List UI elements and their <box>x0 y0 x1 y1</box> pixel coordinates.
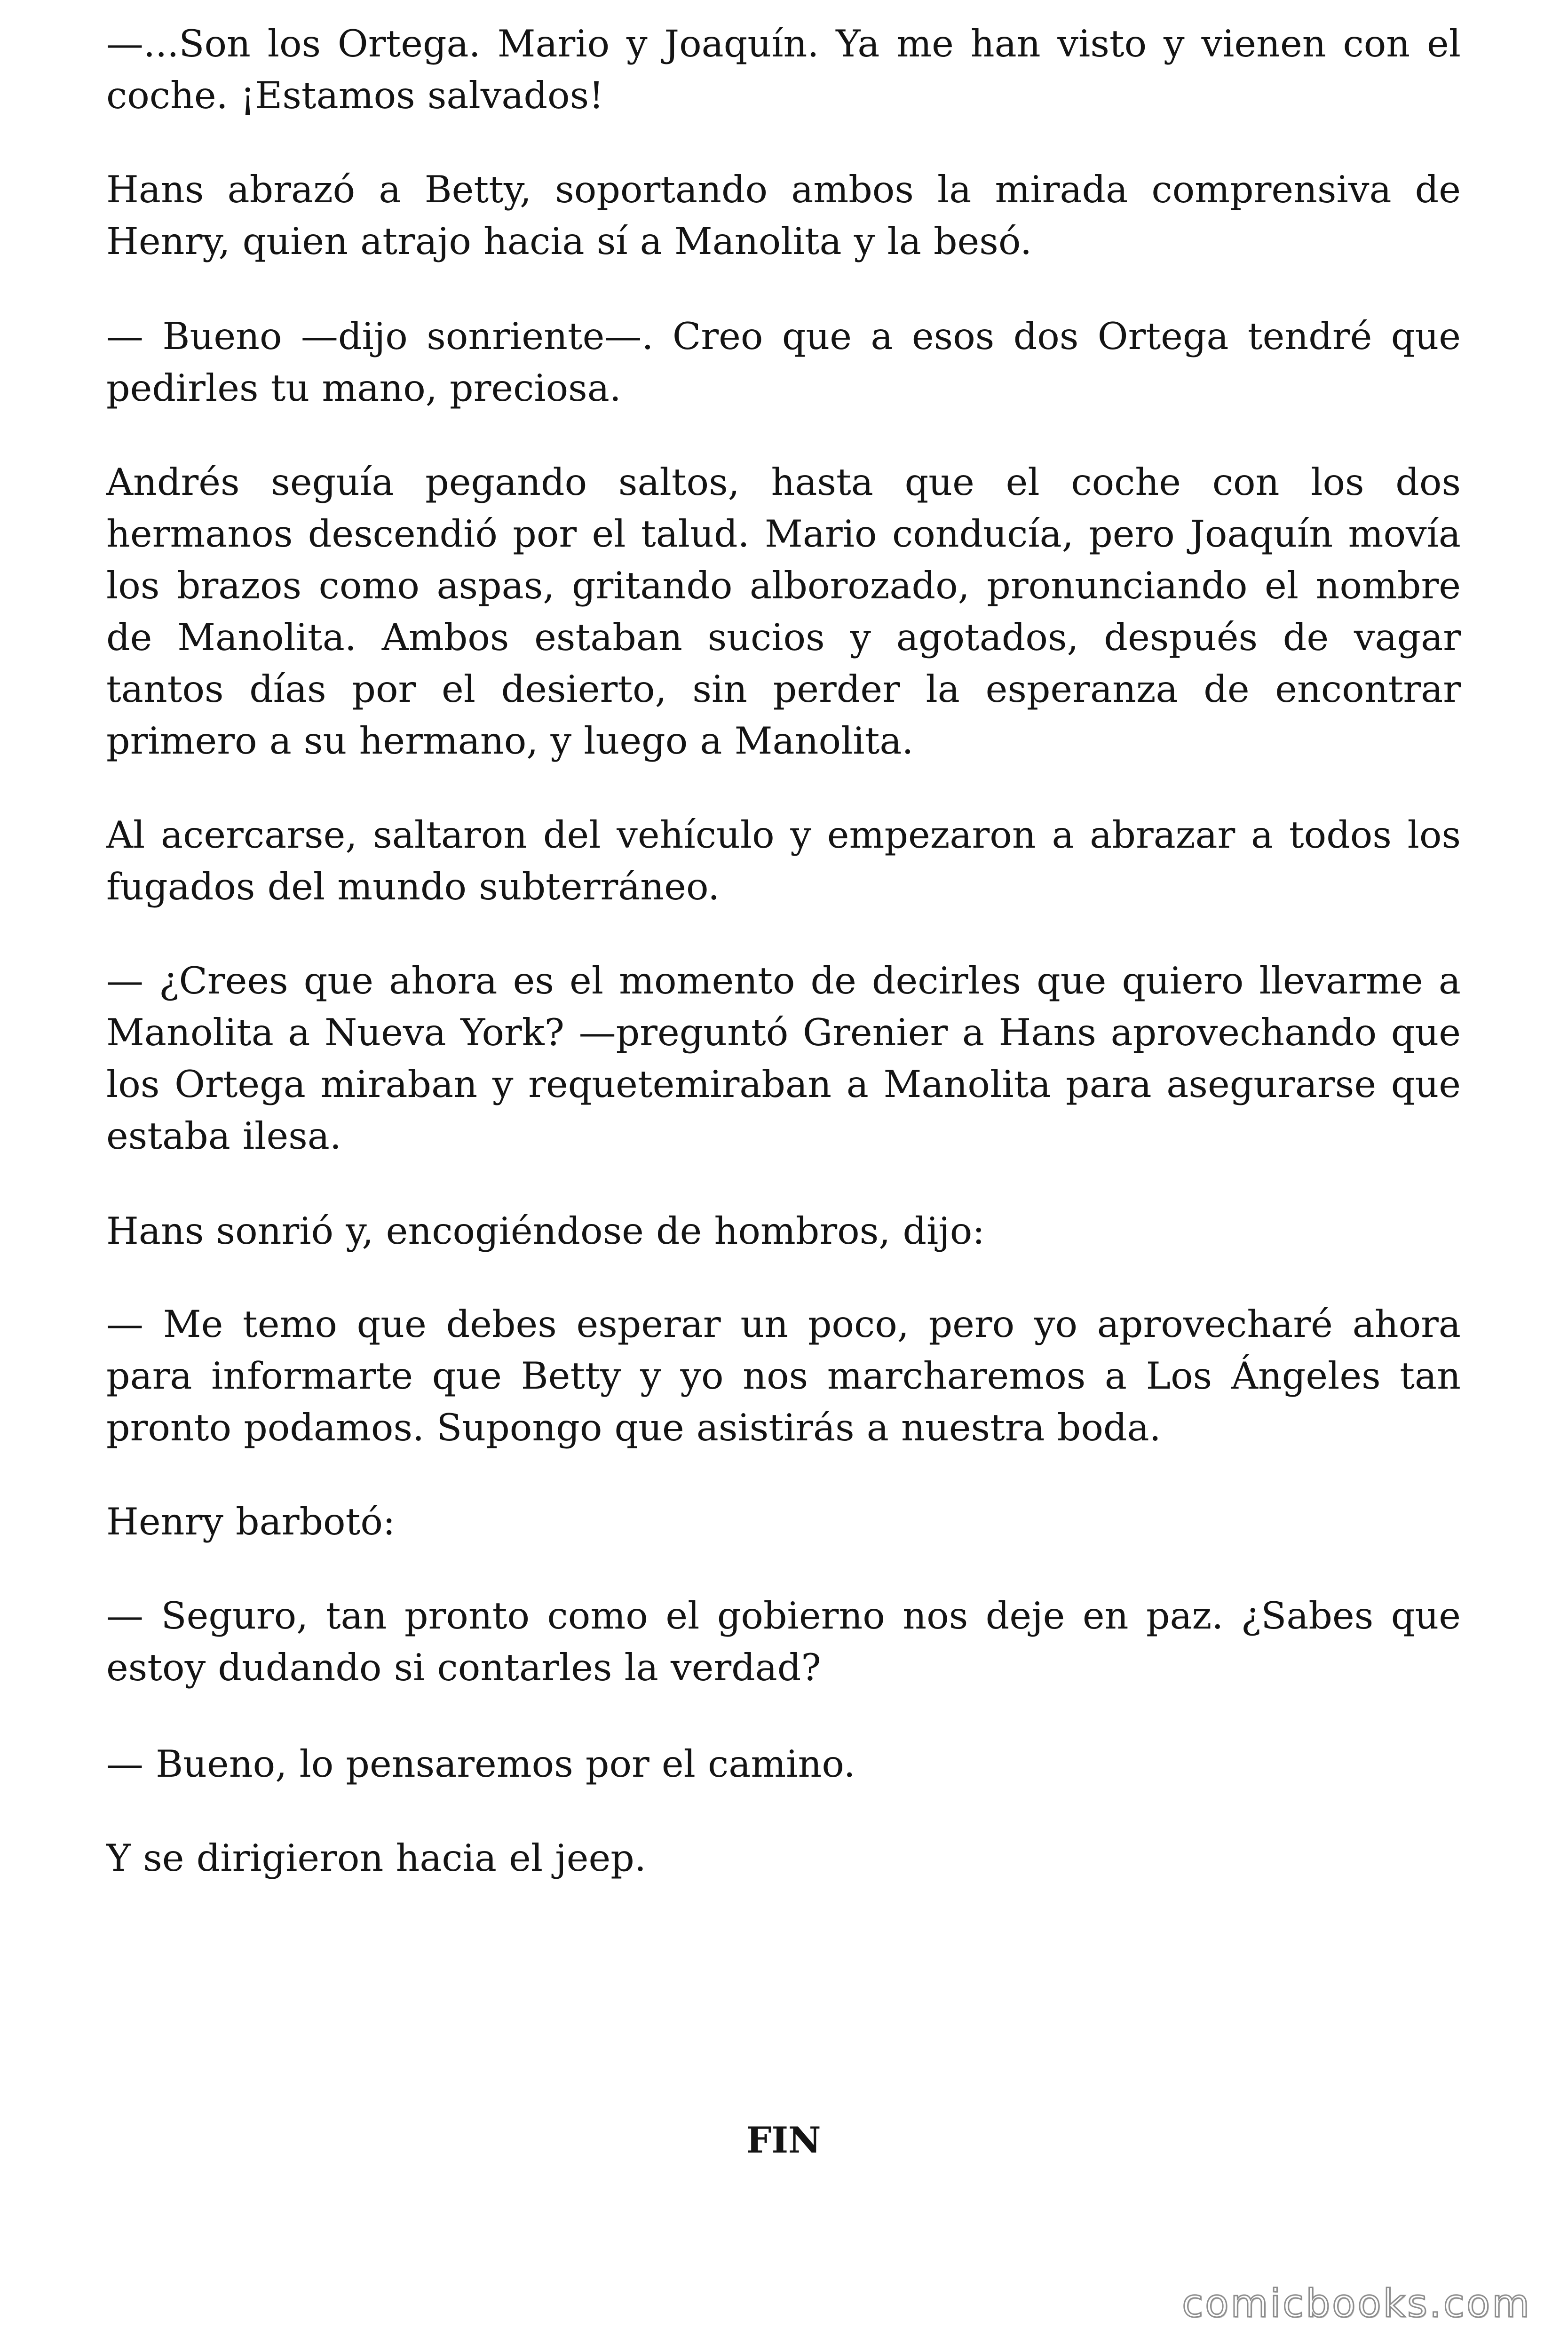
end-mark: FIN <box>746 2119 821 2161</box>
paragraph: — Seguro, tan pronto como el gobierno nos deje en paz. ¿Sabes que estoy dudando si contarles la verdad? <box>106 1594 1461 1689</box>
paragraph: —...Son los Ortega. Mario y Joaquín. Ya me han visto y vienen con el coche. ¡Estamos salvados! <box>106 22 1461 117</box>
watermark-logo: comicbooks.com <box>1182 2281 1531 2326</box>
paragraph: Henry barbotó: <box>106 1500 396 1543</box>
paragraph: Andrés seguía pegando saltos, hasta que el coche con los dos hermanos descendió por el talud. Mario conducía, pero Joaquín movía los brazos como aspas, gritando alborozado, pronunciando el nombre de Manolita. Ambos estaban sucios y agotados, después de vagar tantos días por el desierto, sin perder la esperanza de encontrar primero a su hermano, y luego a Manolita. <box>106 461 1461 763</box>
paragraph: Y se dirigieron hacia el jeep. <box>106 1836 646 1880</box>
paragraph: — ¿Crees que ahora es el momento de decirles que quiero llevarme a Manolita a Nueva York? —preguntó Grenier a Hans aprovechando que los Ortega miraban y requetemiraban a Manolita para asegurarse que estaba ilesa. <box>106 959 1461 1158</box>
paragraph: Hans sonrió y, encogiéndose de hombros, dijo: <box>106 1209 985 1253</box>
paragraph: Al acercarse, saltaron del vehículo y empezaron a abrazar a todos los fugados del mundo subterráneo. <box>106 813 1461 908</box>
paragraph: Hans abrazó a Betty, soportando ambos la mirada comprensiva de Henry, quien atrajo hacia sí a Manolita y la besó. <box>106 168 1461 263</box>
paragraph: — Bueno, lo pensaremos por el camino. <box>106 1742 855 1786</box>
paragraph: — Me temo que debes esperar un poco, pero yo aprovecharé ahora para informarte que Betty y yo nos marcharemos a Los Ángeles tan pronto podamos. Supongo que asistirás a nuestra boda. <box>106 1303 1461 1449</box>
paragraph: — Bueno —dijo sonriente—. Creo que a esos dos Ortega tendré que pedirles tu mano, preciosa. <box>106 315 1461 410</box>
